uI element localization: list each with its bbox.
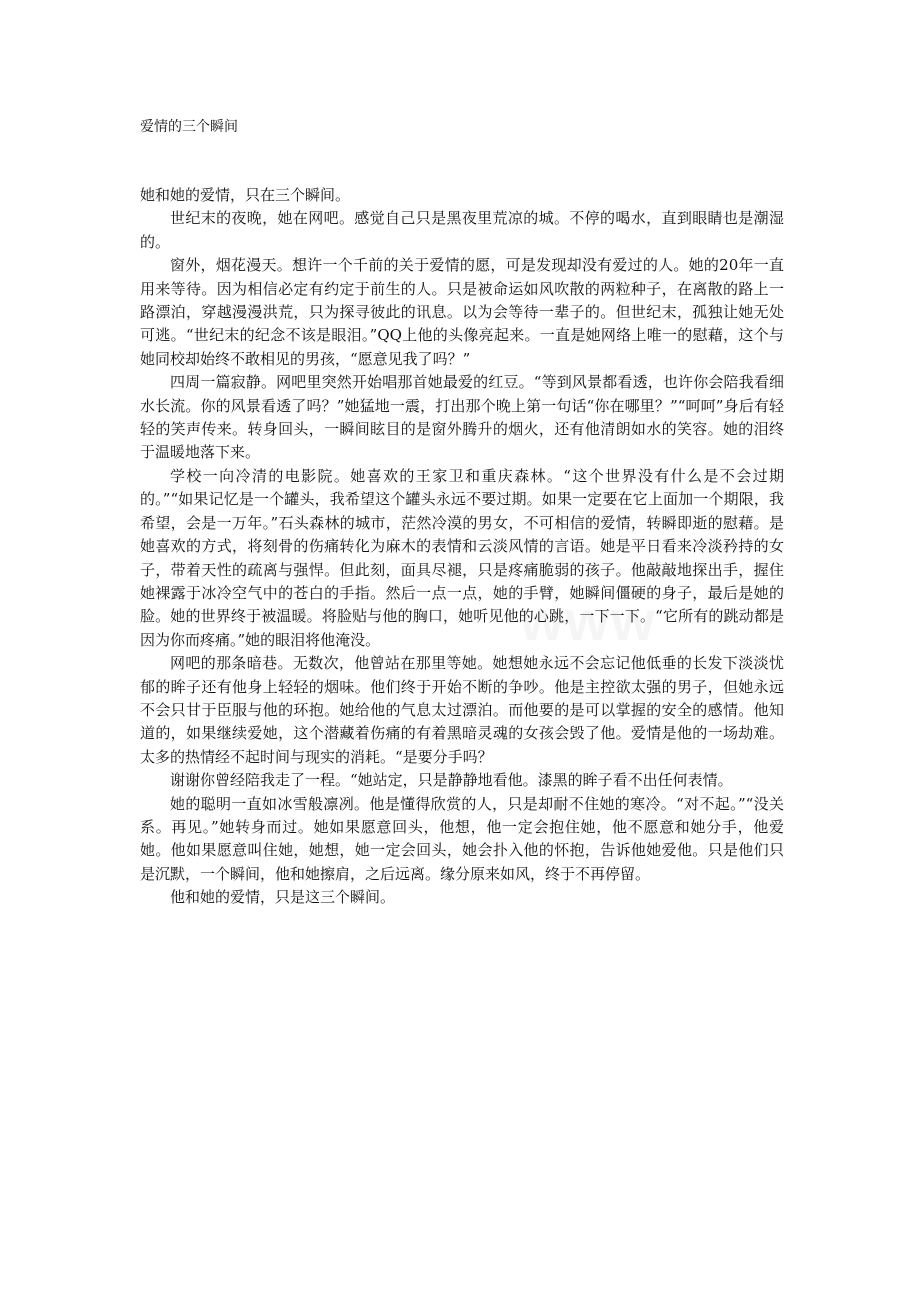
document-body — [140, 184, 784, 910]
paragraph-9: 他和她的爱情，只是这三个瞬间。 — [170, 888, 396, 907]
paragraph-4: 四周一篇寂静。网吧里突然开始唱那首她最爱的红豆。“等到风景都看透，也许你会陪我看细水长流。你的风景看透了吗？”她猛地一震，打出那个晚上第一句话“你在哪里？”“呵呵”身后有轻轻的笑声传来。转身回头，一瞬间眩目的是窗外腾升的烟火，还有他清朗如水的笑容。她的泪终于温暖地落下来。 — [140, 373, 784, 462]
paragraph-2: 世纪末的夜晚，她在网吧。感觉自己只是黑夜里荒凉的城。不停的喝水，直到眼睛也是潮湿的。 — [140, 209, 784, 251]
paragraph-5: 学校一向冷清的电影院。她喜欢的王家卫和重庆森林。“这个世界没有什么是不会过期的。”“如果记忆是一个罐头，我希望这个罐头永远不要过期。如果一定要在它上面加一个期限，我希望，会是一万年。”石头森林的城市，茫然冷漠的男女，不可相信的爱情，转瞬即逝的慰藉。是她喜欢的方式，将刻骨的伤痛转化为麻木的表情和云淡风情的言语。她是平日看来冷淡矜持的女子，带着天性的疏离与强悍。但此刻，面具尽褪，只是疼痛脆弱的孩子。他敲敲地探出手，握住她裸露于冰冷空气中的苍白的手指。然后一点一点，她的手臂，她瞬间僵硬的身子，最后是她的脸。她的世界终于被温暖。将脸贴与他的胸口，她听见他的心跳，一下一下。“它所有的跳动都是因为你而疼痛。”她的眼泪将他淹没。 — [140, 466, 784, 649]
paragraph-8: 她的聪明一直如冰雪般凛冽。他是懂得欣赏的人，只是却耐不住她的寒冷。“对不起。”“没关系。再见。”她转身而过。她如果愿意回头，他想，他一定会抱住她，他不愿意和她分手，他爱她。他如果愿意叫住她，她想，她一定会回头，她会扑入他的怀抱，告诉他她爱他。只是他们只是沉默，一个瞬间，他和她擦肩，之后远离。缘分原来如风，终于不再停留。 — [140, 794, 784, 883]
paragraph-7: 谢谢你曾经陪我走了一程。“她站定，只是静静地看他。漆黑的眸子看不出任何表情。 — [170, 771, 733, 790]
document-title: 爱情的三个瞬间 — [140, 119, 238, 135]
paragraph-3: 窗外，烟花漫天。想许一个千前的关于爱情的愿，可是发现却没有爱过的人。她的20年一直用来等待。因为相信必定有约定于前生的人。只是被命运如风吹散的两粒种子，在离散的路上一路漂泊，穿越漫漫洪荒，只为探寻彼此的讯息。以为会等待一辈子的。但世纪末，孤独让她无处可逃。“世纪末的纪念不该是眼泪。”QQ上他的头像亮起来。一直是她网络上唯一的慰藉，这个与她同校却始终不敢相见的男孩，“愿意见我了吗？” — [140, 256, 784, 368]
paragraph-6: 网吧的那条暗巷。无数次，他曾站在那里等她。她想她永远不会忘记他低垂的长发下淡淡忧郁的眸子还有他身上轻轻的烟味。他们终于开始不断的争吵。他是主控欲太强的男子，但她永远不会只甘于臣服与他的环抱。她给他的气息太过漂泊。而他要的是可以掌握的安全的感情。他知道的，如果继续爱她，这个潜藏着伤痛的有着黑暗灵魂的女孩会毁了他。爱情是他的一场劫难。太多的热情经不起时间与现实的消耗。“是要分手吗？ — [140, 654, 784, 766]
paragraph-1: 她和她的爱情，只在三个瞬间。 — [140, 186, 351, 204]
